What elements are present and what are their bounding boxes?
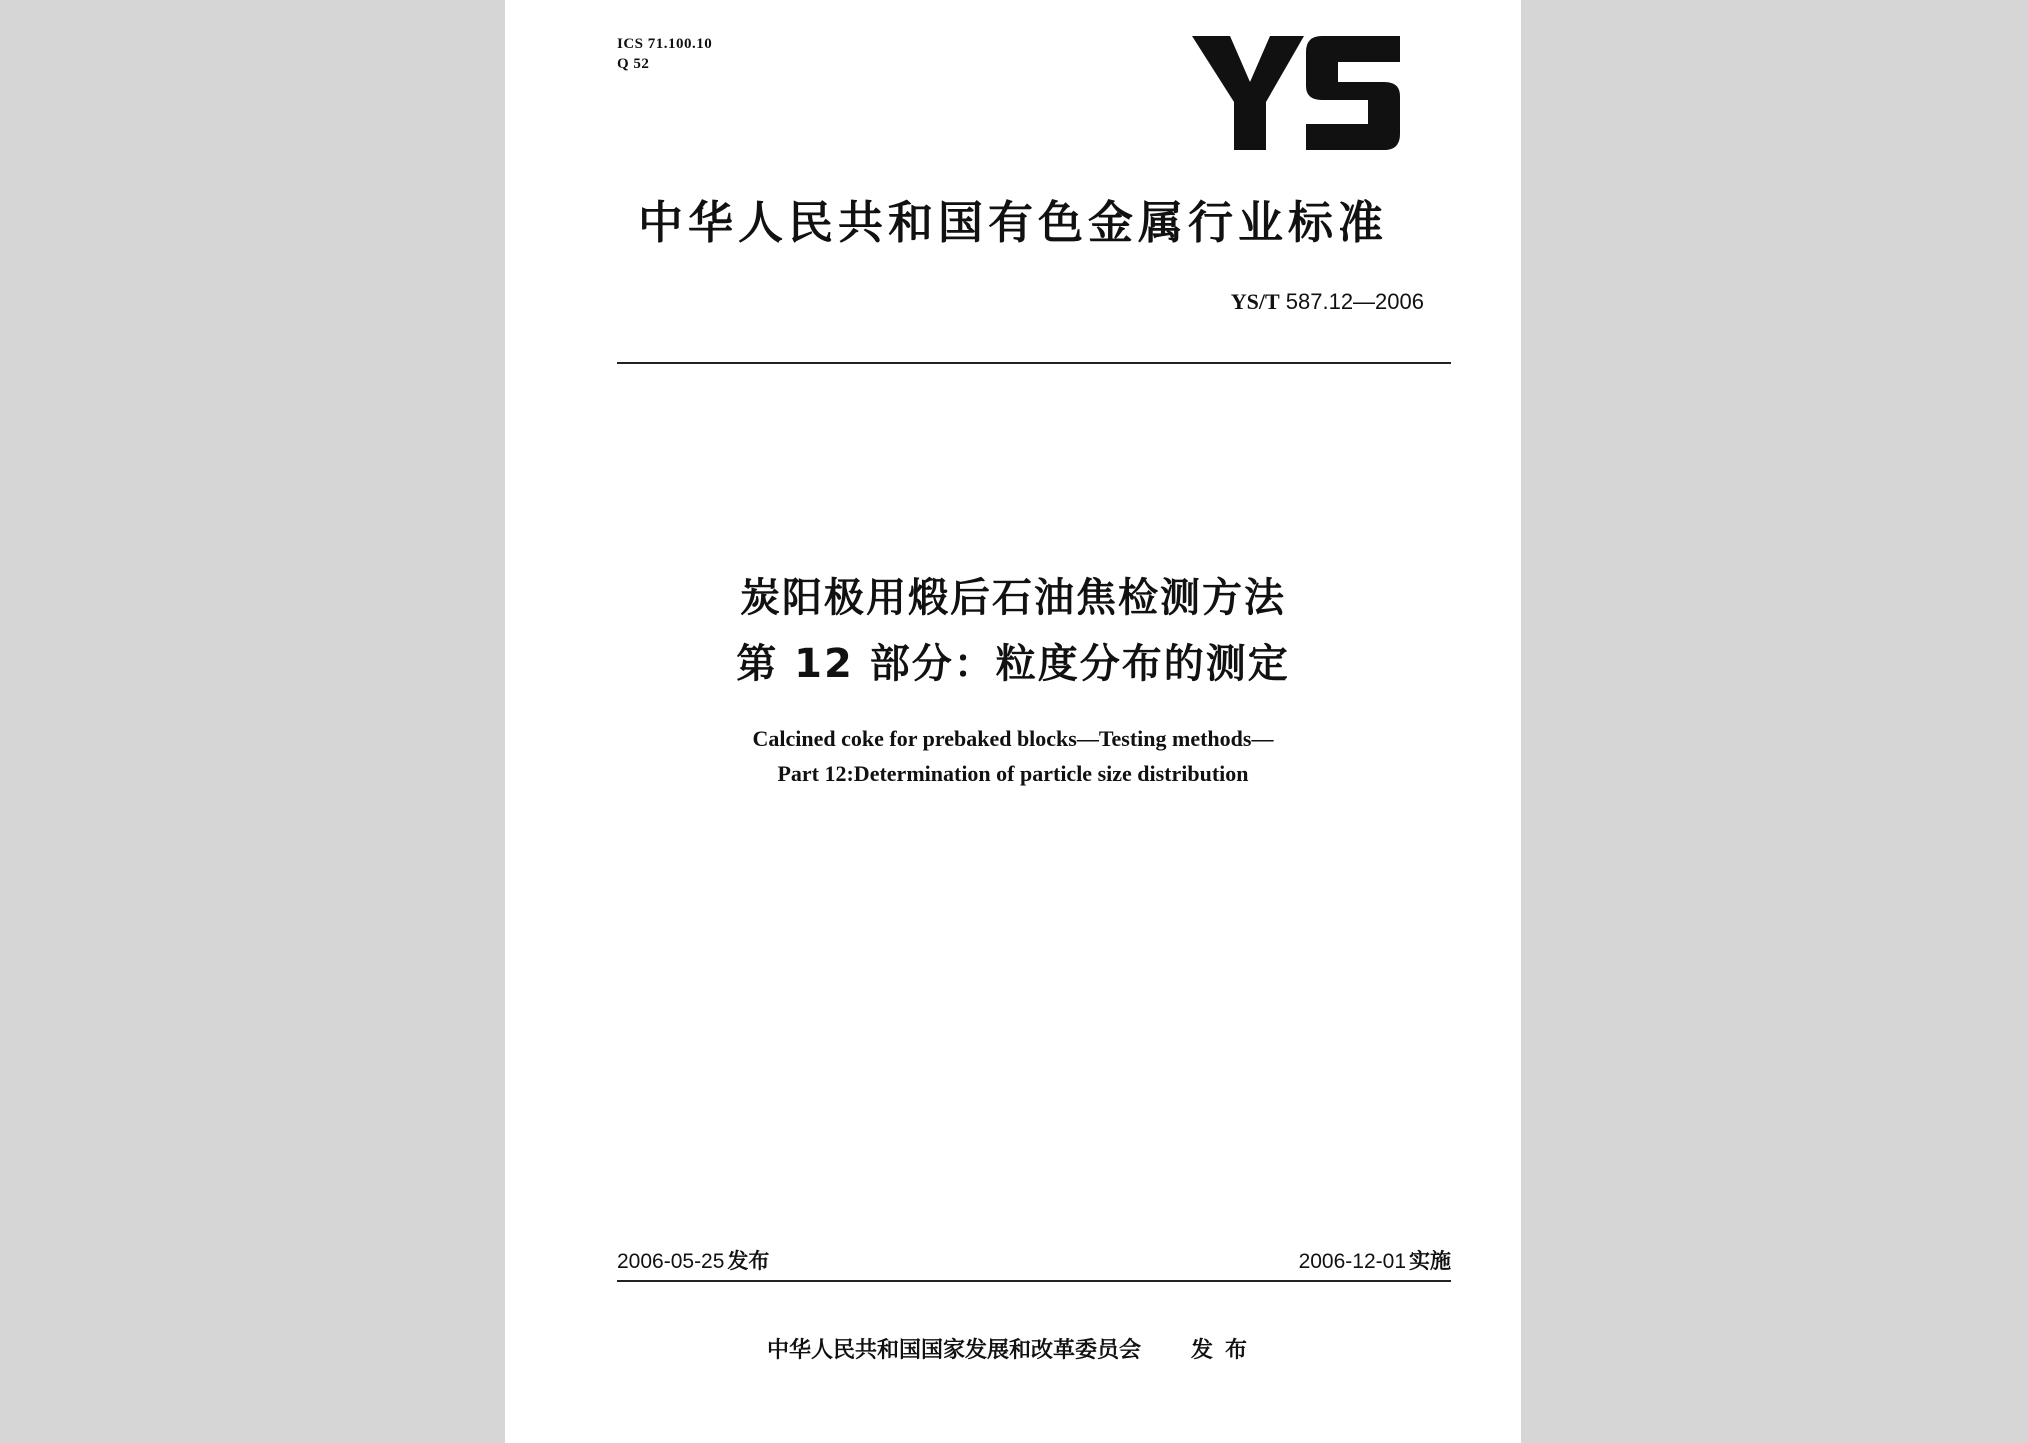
standard-number: [1231, 289, 1424, 315]
publisher-line: [505, 1333, 1521, 1364]
issue-date-block: [617, 1245, 769, 1275]
header-divider: [617, 362, 1451, 364]
industry-standard-title: 中华人民共和国有色金属行业标准: [637, 196, 1388, 249]
english-title-line-2: Part 12:Determination of particle size distribution: [777, 761, 1249, 786]
ics-code: ICS 71.100.10: [617, 36, 713, 52]
document-page: [505, 0, 1521, 1443]
standard-number-prefix: YS/T: [1230, 289, 1280, 314]
dates-row: [617, 1245, 1451, 1275]
ccs-code: Q 52: [617, 56, 650, 72]
standard-number-value: 587.12—2006: [1285, 289, 1424, 314]
implement-date-block: [1299, 1245, 1451, 1275]
implement-label: 实施: [1409, 1249, 1451, 1273]
classification-codes: [617, 34, 712, 74]
chinese-title-line-2: 第 12 部分：粒度分布的测定: [736, 641, 1290, 687]
publisher-action: 发布: [1191, 1338, 1260, 1363]
publisher-name: 中华人民共和国国家发展和改革委员会: [766, 1338, 1141, 1363]
issue-date: 2006-05-25: [617, 1250, 725, 1273]
chinese-title-line-1: 炭阳极用煅后石油焦检测方法: [740, 575, 1286, 621]
ys-logo: [1192, 34, 1402, 162]
footer-divider: [617, 1280, 1451, 1282]
implement-date: 2006-12-01: [1298, 1250, 1406, 1273]
english-title-line-1: Calcined coke for prebaked blocks—Testing methods—: [752, 726, 1274, 751]
issue-label: 发布: [727, 1249, 770, 1273]
